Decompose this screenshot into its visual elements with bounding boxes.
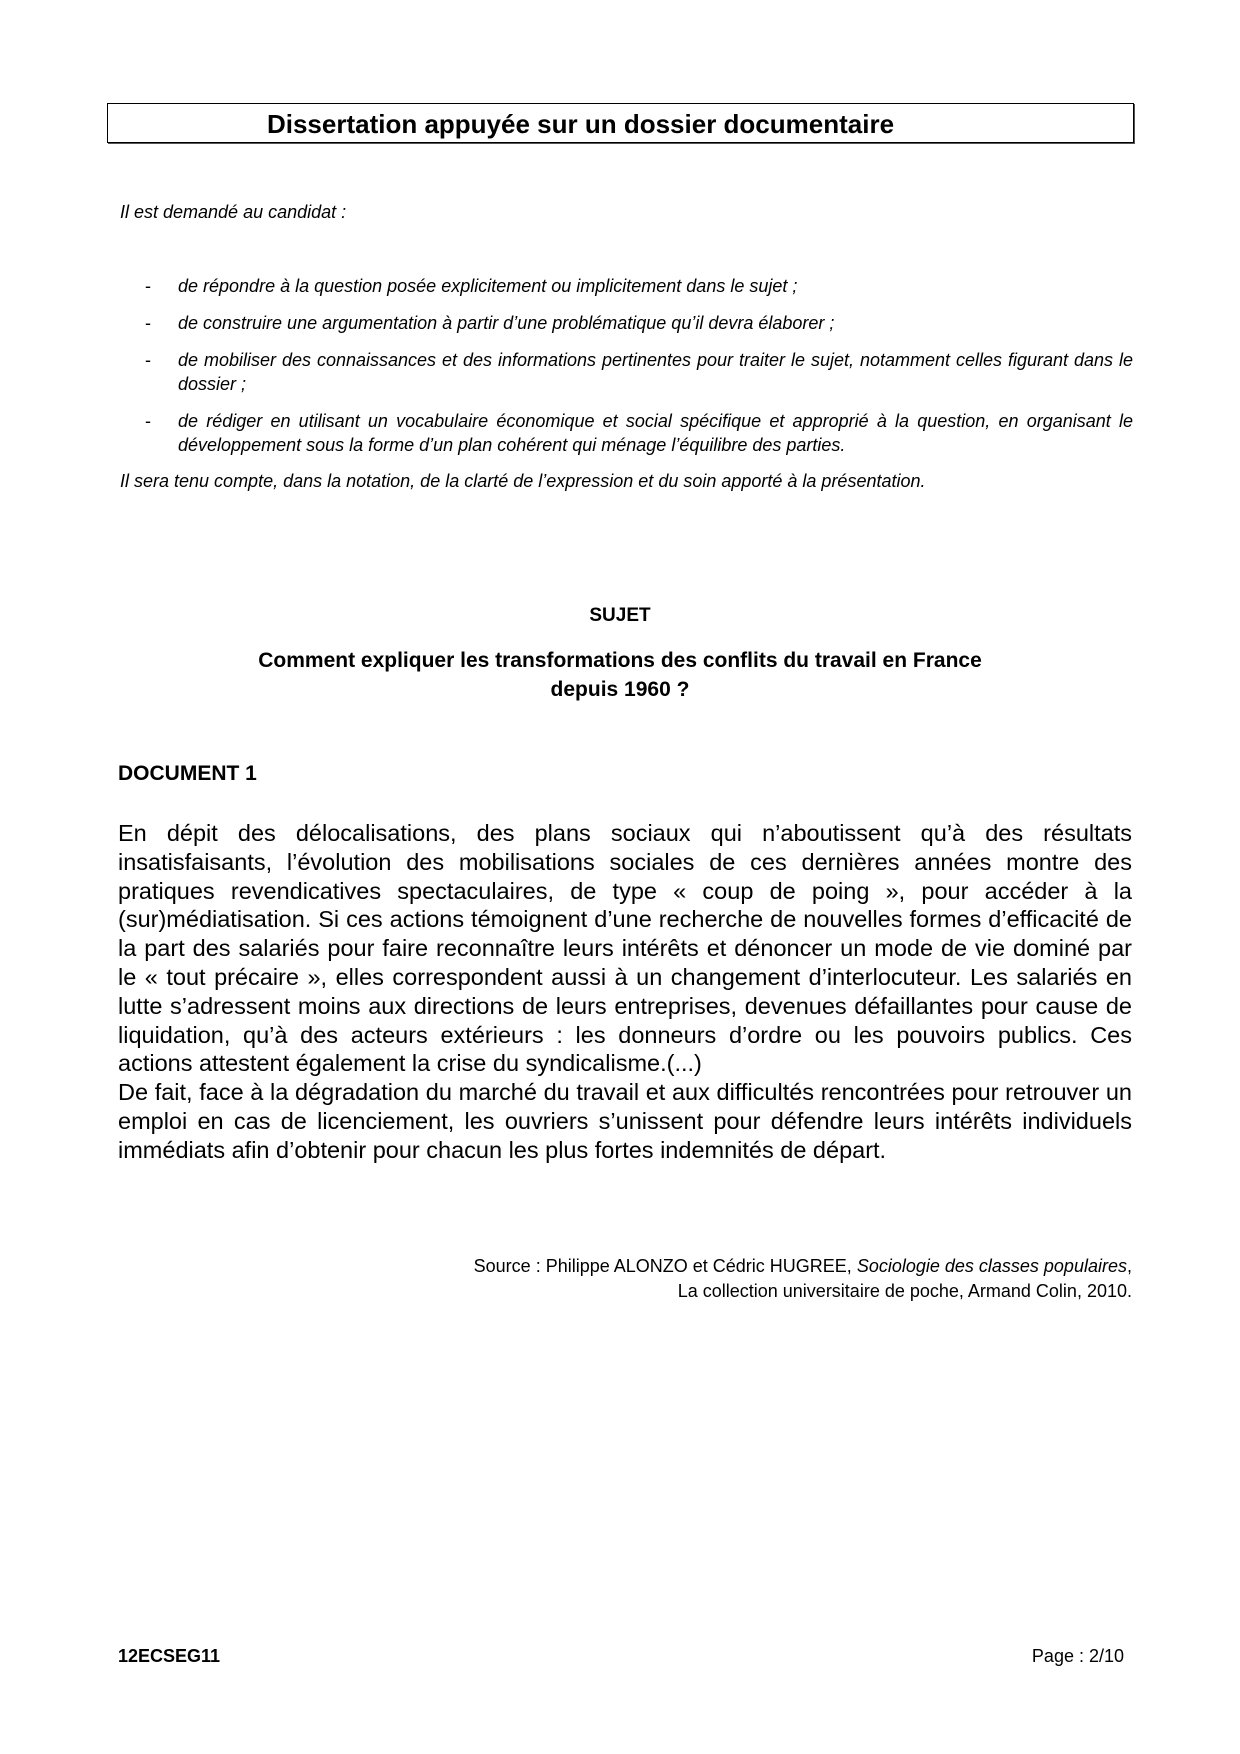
list-item-text: de mobiliser des connaissances et des informations pertinentes pour traiter le sujet, notamment celles figurant dans le dossier ; bbox=[178, 350, 1133, 394]
source-line-2: La collection universitaire de poche, Armand Colin, 2010. bbox=[677, 1281, 1132, 1301]
source-suffix: , bbox=[1126, 1256, 1132, 1276]
page-title: Dissertation appuyée sur un dossier documentaire bbox=[266, 109, 895, 139]
footer-code: 12ECSEG11 bbox=[118, 1646, 221, 1666]
question-line-2: depuis 1960 ? bbox=[550, 678, 690, 701]
subject-question bbox=[0, 646, 1240, 704]
list-item-text: de construire une argumentation à partir d’une problématique qu’il devra élaborer ; bbox=[178, 313, 835, 333]
list-item-text: de répondre à la question posée explicitement ou implicitement dans le sujet ; bbox=[178, 276, 798, 296]
list-item bbox=[145, 311, 1133, 335]
list-item bbox=[145, 409, 1133, 457]
document-paragraph-2: De fait, face à la dégradation du marché du travail et aux difficultés rencontrées pour retrouver un emploi en cas de licenciement, les ouvriers s’unissent pour défendre leurs intérêts individuels immédiats afin d’obtenir pour chacun les plus fortes indemnités de départ. bbox=[118, 1079, 1132, 1163]
subject-label: SUJET bbox=[589, 605, 651, 626]
document-body bbox=[118, 819, 1132, 1165]
source-title: Sociologie des classes populaires bbox=[856, 1256, 1127, 1276]
instructions-outro: Il sera tenu compte, dans la notation, de la clarté de l’expression et du soin apporté à la présentation. bbox=[120, 471, 926, 491]
bullet-marker: - bbox=[145, 350, 151, 370]
list-item bbox=[145, 348, 1133, 396]
bullet-marker: - bbox=[145, 276, 151, 296]
source-prefix: Source : Philippe ALONZO et Cédric HUGREE, bbox=[473, 1256, 857, 1276]
instructions-list bbox=[145, 274, 1133, 470]
list-item bbox=[145, 274, 1133, 298]
document-paragraph-1: En dépit des délocalisations, des plans sociaux qui n’aboutissent qu’à des résultats insatisfaisants, l’évolution des mobilisations sociales de ces dernières années montre des pratiques revendicatives spectaculaires, de type « coup de poing », pour accéder à la (sur)médiatisation. Si ces actions témoignent d’une recherche de nouvelles formes d’efficacité de la part des salariés pour faire reconnaître leurs intérêts et dénoncer un mode de vie dominé par le « tout précaire », elles correspondent aussi à un changement d’interlocuteur. Les salariés en lutte s’adressent moins aux directions de leurs entreprises, devenues défaillantes pour cause de liquidation, qu’à des acteurs extérieurs : les donneurs d’ordre ou les pouvoirs publics. Ces actions attestent également la crise du syndicalisme.(...) bbox=[118, 820, 1132, 1077]
footer-page-number: Page : 2/10 bbox=[1031, 1646, 1124, 1666]
question-line-1: Comment expliquer les transformations des conflits du travail en France bbox=[258, 649, 982, 672]
instructions-intro: Il est demandé au candidat : bbox=[120, 202, 347, 222]
bullet-marker: - bbox=[145, 313, 151, 333]
title-box bbox=[107, 103, 1134, 143]
list-item-text: de rédiger en utilisant un vocabulaire économique et social spécifique et approprié à la question, en organisant le développement sous la forme d’un plan cohérent qui ménage l’équilibre des parties. bbox=[178, 411, 1133, 455]
document-heading: DOCUMENT 1 bbox=[118, 762, 257, 785]
bullet-marker: - bbox=[145, 411, 151, 431]
document-source bbox=[474, 1254, 1132, 1304]
